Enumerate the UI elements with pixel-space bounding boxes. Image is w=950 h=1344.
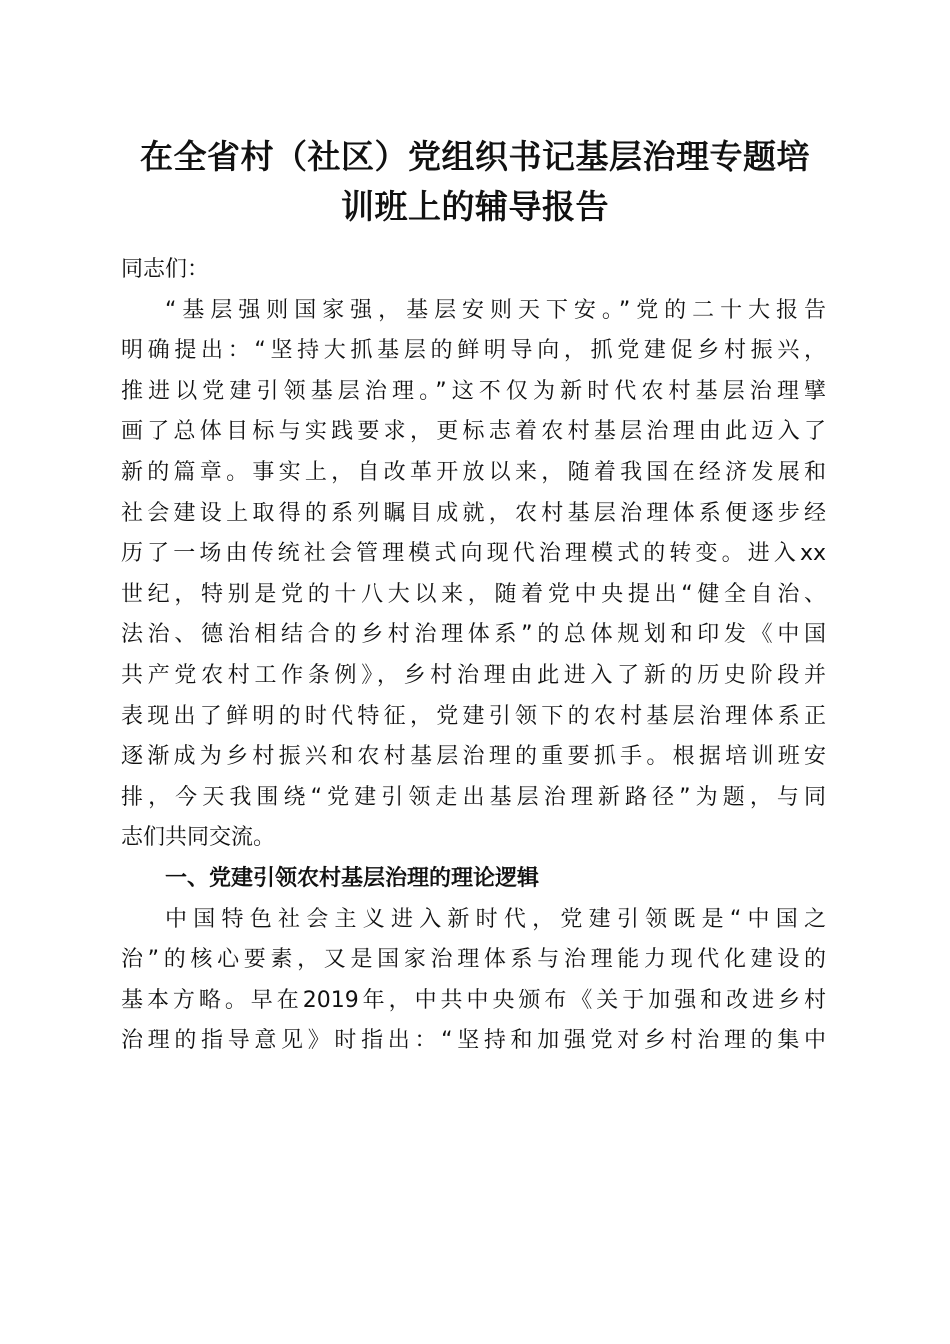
paragraph-line: 明确提出：“坚持大抓基层的鲜明导向，抓党建促乡村振兴，	[121, 338, 826, 364]
paragraph-line: 排，今天我围绕“党建引领走出基层治理新路径”为题，与同	[121, 784, 826, 810]
paragraph-line: 基本方略。早在2019年，中共中央颁布《关于加强和改进乡村	[121, 987, 826, 1013]
paragraph-line: 中国特色社会主义进入新时代，党建引领既是“中国之	[165, 906, 826, 932]
paragraph-line: “基层强则国家强，基层安则天下安。”党的二十大报告	[165, 297, 826, 323]
document-body	[121, 250, 826, 1062]
paragraph-line: 逐渐成为乡村振兴和农村基层治理的重要抓手。根据培训班安	[121, 744, 826, 770]
section-heading-text: 一、党建引领农村基层治理的理论逻辑	[165, 865, 540, 891]
title-line: 在全省村（社区）党组织书记基层治理专题培	[140, 137, 810, 176]
paragraph-line: 表现出了鲜明的时代特征，党建引领下的农村基层治理体系正	[121, 703, 826, 729]
section-heading-1	[121, 859, 826, 900]
paragraph-line: 治理的指导意见》时指出：“坚持和加强党对乡村治理的集中	[121, 1028, 826, 1054]
paragraph-line: 新的篇章。事实上，自改革开放以来，随着我国在经济发展和	[121, 459, 826, 485]
paragraph-line: 推进以党建引领基层治理。”这不仅为新时代农村基层治理擘	[121, 378, 826, 404]
paragraph-line: 志们共同交流。	[121, 825, 276, 851]
title-line: 训班上的辅导报告	[341, 187, 609, 226]
paragraph-line: 治”的核心要素，又是国家治理体系与治理能力现代化建设的	[121, 947, 826, 973]
paragraph-line: 世纪，特别是党的十八大以来，随着党中央提出“健全自治、	[121, 581, 826, 607]
paragraph-line: 社会建设上取得的系列瞩目成就，农村基层治理体系便逐步经	[121, 500, 826, 526]
salutation	[121, 250, 826, 291]
paragraph-intro	[121, 291, 826, 859]
paragraph-line: 画了总体目标与实践要求，更标志着农村基层治理由此迈入了	[121, 419, 826, 445]
paragraph-section-1	[121, 900, 826, 1062]
salutation-text: 同志们：	[121, 257, 210, 282]
paragraph-line: 法治、德治相结合的乡村治理体系”的总体规划和印发《中国	[121, 622, 826, 648]
document-title	[110, 132, 840, 232]
paragraph-line: 共产党农村工作条例》，乡村治理由此进入了新的历史阶段并	[121, 662, 826, 688]
paragraph-line: 历了一场由传统社会管理模式向现代治理模式的转变。进入xx	[121, 541, 826, 567]
